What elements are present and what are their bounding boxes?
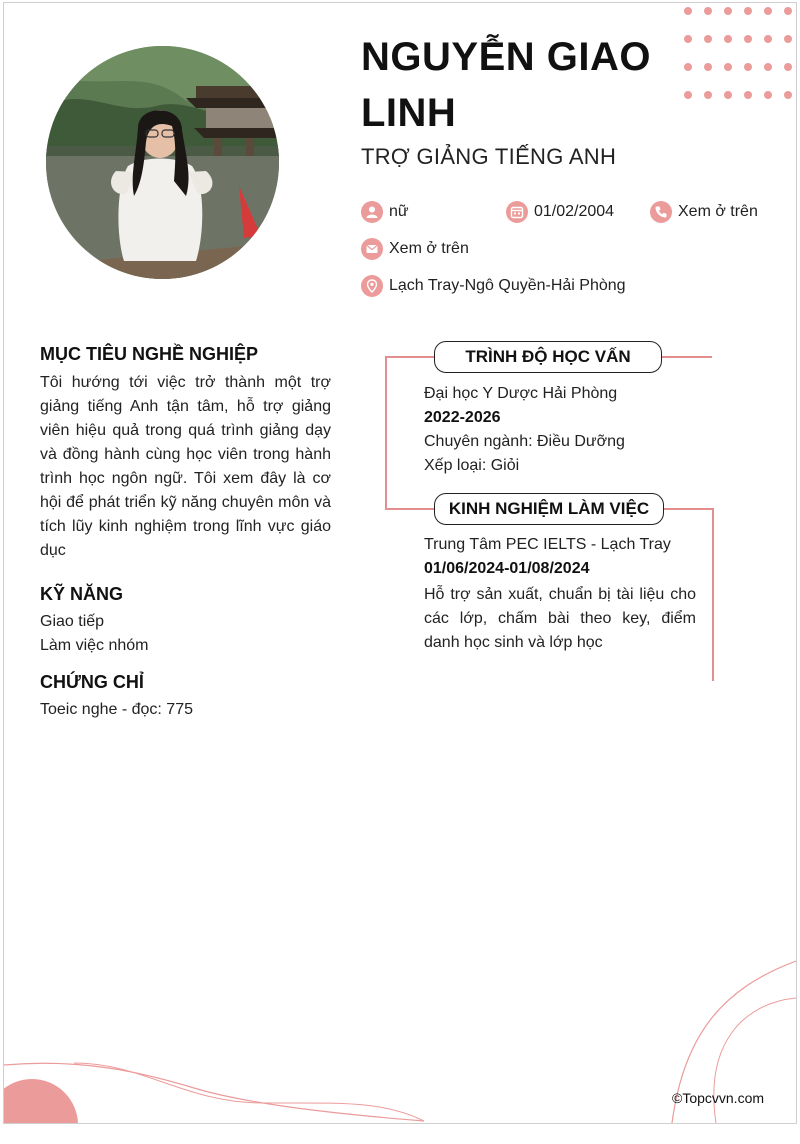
education-school: Đại học Y Dược Hải Phòng xyxy=(424,385,618,402)
location-pin-icon xyxy=(361,275,383,297)
experience-company: Trung Tâm PEC IELTS - Lạch Tray xyxy=(424,536,671,553)
address-value: Lạch Tray-Ngô Quyền-Hải Phòng xyxy=(389,277,626,294)
skills-heading: KỸ NĂNG xyxy=(40,584,124,604)
dot-pattern xyxy=(684,7,794,107)
email-value: Xem ở trên xyxy=(389,240,469,257)
footer-credit: ©Topcvvn.com xyxy=(672,1090,765,1106)
certificate-item: Toeic nghe - đọc: 775 xyxy=(40,701,193,718)
education-grade: Xếp loại: Giỏi xyxy=(424,457,520,474)
candidate-name: NGUYỄN GIAO LINH xyxy=(361,35,651,135)
cv-page xyxy=(3,2,797,1124)
education-period: 2022-2026 xyxy=(424,409,501,426)
person-icon xyxy=(361,201,383,223)
calendar-icon xyxy=(506,201,528,223)
experience-heading: KINH NGHIỆM LÀM VIỆC xyxy=(434,493,664,525)
gender-info xyxy=(361,201,409,223)
experience-period: 01/06/2024-01/08/2024 xyxy=(424,560,590,577)
email-info xyxy=(361,238,469,260)
education-major: Chuyên ngành: Điều Dưỡng xyxy=(424,433,625,450)
profile-photo xyxy=(46,46,279,279)
timeline-rule xyxy=(662,356,712,358)
certificates-heading: CHỨNG CHỈ xyxy=(40,672,144,692)
objective-heading: MỤC TIÊU NGHỀ NGHIỆP xyxy=(40,344,259,364)
experience-description: Hỗ trợ sản xuất, chuẩn bị tài liệu cho các lớp, chấm bài theo key, điểm danh học sinh và lớp học xyxy=(424,586,696,651)
phone-info xyxy=(650,201,758,223)
timeline-rule xyxy=(662,508,714,510)
timeline-rule xyxy=(385,356,387,509)
timeline-rule xyxy=(385,356,435,358)
address-info xyxy=(361,275,626,297)
phone-icon xyxy=(650,201,672,223)
gender-value: nữ xyxy=(389,203,409,220)
skill-item: Làm việc nhóm xyxy=(40,637,149,654)
objective-text: Tôi hướng tới việc trở thành một trợ giảng tiếng Anh tận tâm, hỗ trợ giảng viên hiệu quả trong quá trình giảng dạy và đồng hành cùng học viên trong hành trình học ngôn ngữ. Tôi xem đây là cơ hội để phát triển kỹ năng chuyên môn và tích lũy kinh nghiệm trong lĩnh vực giáo dục xyxy=(40,374,331,559)
phone-value: Xem ở trên xyxy=(678,203,758,220)
corner-blob xyxy=(4,1079,78,1123)
job-title: TRỢ GIẢNG TIẾNG ANH xyxy=(361,144,617,169)
education-heading: TRÌNH ĐỘ HỌC VẤN xyxy=(434,341,662,373)
skill-item: Giao tiếp xyxy=(40,613,105,630)
mail-icon xyxy=(361,238,383,260)
timeline-rule xyxy=(385,508,435,510)
birthday-value: 01/02/2004 xyxy=(534,203,615,220)
birthday-info xyxy=(506,201,614,223)
timeline-rule xyxy=(712,508,714,681)
